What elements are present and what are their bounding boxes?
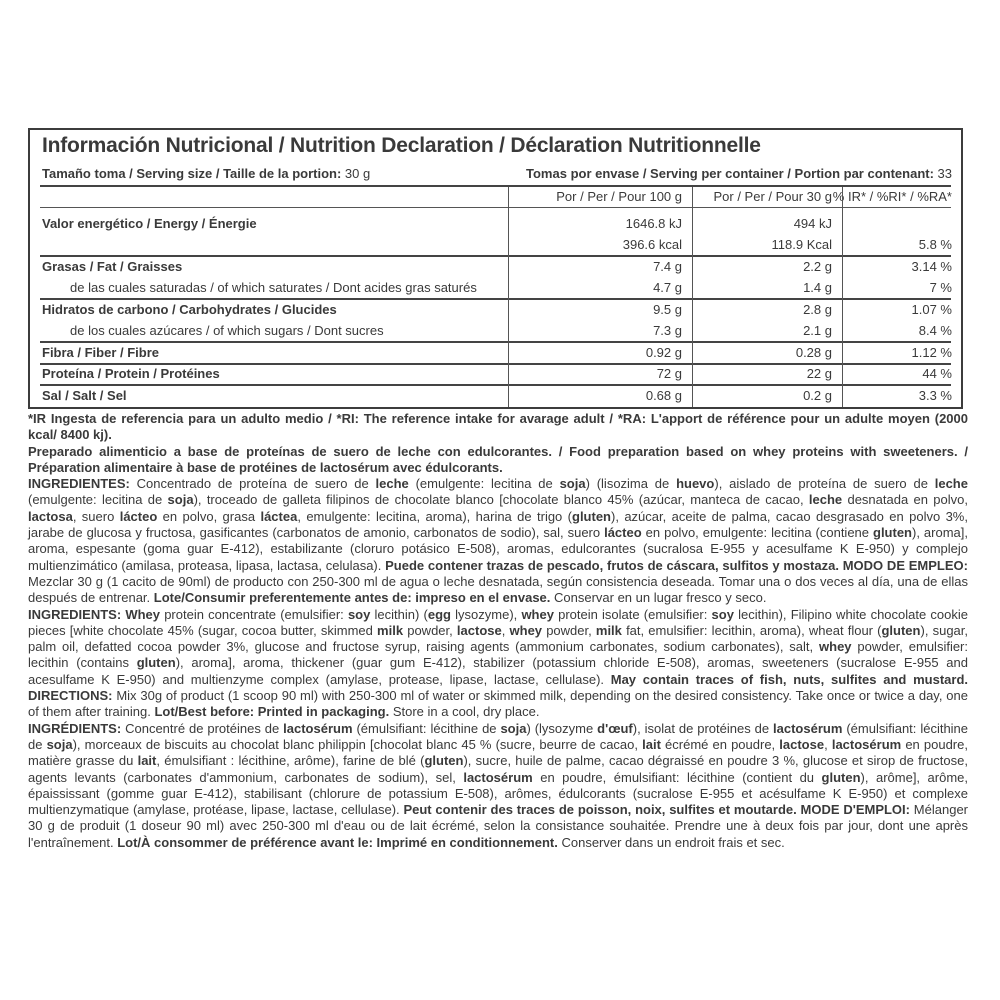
column-divider: [692, 187, 693, 407]
bold-text-run: lactosérum: [773, 720, 843, 736]
text-run: , suero: [72, 508, 120, 524]
nutrition-title: Información Nutricional / Nutrition Declaration / Déclaration Nutritionnelle: [42, 134, 761, 157]
col-header-100g: Por / Per / Pour 100 g: [556, 189, 682, 204]
label-text-block: [28, 411, 968, 851]
ingredients-es: [28, 476, 968, 606]
bold-text-run: lactosérum: [831, 736, 902, 752]
text-run: protein isolate (emulsifier:: [553, 606, 712, 622]
bold-text-run: soja: [167, 492, 194, 508]
divider: [40, 363, 951, 365]
servings-per-container: Tomas por envase / Serving per container / Portion par contenant: 33: [526, 166, 952, 181]
text-run: ), isolat de protéines de: [632, 720, 774, 736]
text-run: en polvo, grasa: [157, 508, 261, 524]
text-run: ), morceaux de biscuits au chocolat blanc philippin [chocolat blanc 45 % (sucre, beurre de cacao,: [72, 736, 643, 752]
value-100g: 0.68 g: [645, 388, 682, 403]
bold-text-run: gluten: [873, 525, 912, 541]
value-ri: 7 %: [929, 280, 952, 295]
energy-kcal-ri: 5.8 %: [918, 237, 952, 252]
text-run: desnatada en polvo,: [842, 492, 968, 508]
text-run: ), aroma], aroma, espesante (goma guar E-412), estabilizante (cloruro potásico E-508), aromas, edulcorantes (sucralosa E-955 y acesulfame K E-950) y complejo multienzimático (amilasa, proteasa, lipasa, lactasa, celulasa).: [28, 525, 968, 573]
reference-intake-note: *IR Ingesta de referencia para un adulto medio / *RI: The reference intake for avarage adult / *RA: L'apport de référence pour un adulte moyen (2000 kcal/ 8400 kj).: [28, 411, 968, 443]
value-30g: 2.2 g: [803, 259, 832, 274]
divider: [40, 207, 951, 208]
value-30g: 1.4 g: [803, 280, 832, 295]
nutrient-label: Grasas / Fat / Graisses: [42, 259, 183, 274]
bold-text-run: lácteo: [119, 508, 158, 524]
bold-text-run: INGREDIENTS: Whey: [28, 606, 161, 622]
bold-text-run: soja: [559, 476, 586, 492]
bold-text-run: d'œuf: [597, 720, 633, 736]
text-run: en poudre, émulsifiant: lécithine (contient du: [532, 769, 822, 785]
bold-text-run: Lot/Best before: Printed in packaging.: [154, 704, 390, 720]
value-100g: 7.3 g: [653, 323, 682, 338]
bold-text-run: Lote/Consumir preferentemente antes de: impreso en el envase.: [153, 590, 551, 606]
text-run: écrémé en poudre,: [660, 736, 780, 752]
text-run: ), sugar, palm oil, defatted cocoa powder 3%, glucose and fructose syrup, raising agents (ammonium carbonates, sodium carbonates), salt,: [28, 622, 968, 655]
nutrition-table: [28, 128, 963, 409]
ingredients-fr: [28, 721, 968, 851]
column-divider: [508, 187, 509, 407]
text-run: (émulsifiant: lécithine de: [352, 720, 501, 736]
bold-text-run: whey: [819, 639, 852, 655]
bold-text-run: lactosérum: [463, 769, 533, 785]
energy-kj-30g: 494 kJ: [793, 216, 832, 231]
text-run: lysozyme),: [450, 606, 522, 622]
value-100g: 4.7 g: [653, 280, 682, 295]
bold-text-run: leche: [375, 476, 409, 492]
value-ri: 3.14 %: [911, 259, 952, 274]
text-run: Store in a cool, dry place.: [389, 704, 540, 720]
nutrient-label: Sal / Salt / Sel: [42, 388, 127, 403]
bold-text-run: Peut contenir des traces de poisson, noix, sulfites et moutarde. MODE D'EMPLOI:: [403, 802, 910, 818]
bold-text-run: gluten: [572, 508, 611, 524]
text-run: Conserver dans un endroit frais et sec.: [557, 834, 785, 850]
bold-text-run: milk: [595, 622, 622, 638]
value-100g: 7.4 g: [653, 259, 682, 274]
bold-text-run: lactose: [456, 622, 502, 638]
value-30g: 2.1 g: [803, 323, 832, 338]
value-30g: 22 g: [806, 366, 832, 381]
bold-text-run: gluten: [424, 753, 464, 769]
preparation-note: Preparado alimenticio a base de proteínas de suero de leche con edulcorantes. / Food preparation based on whey proteins with sweeteners. / Préparation alimentaire à base de protéines de lactosérum avec édulcorants.: [28, 443, 968, 475]
text-run: en poudre, matière grasse du: [28, 736, 968, 769]
divider: [40, 255, 951, 257]
value-100g: 72 g: [656, 366, 682, 381]
text-run: , émulsifiant : lécithine, arôme), farine de blé (: [156, 753, 425, 769]
value-30g: 0.2 g: [803, 388, 832, 403]
column-divider: [842, 187, 843, 407]
bold-text-run: leche: [934, 476, 968, 492]
bold-text-run: soja: [46, 736, 73, 752]
text-run: ), aroma], aroma, thickener (guar gum E-412), stabilizer (potassium chloride E-508), aromas, sweeteners (sucralose E-955 and acesulfame K E-950) and multienzyme complex (amylase, protease, lipase, lactase, cellulase).: [28, 655, 968, 687]
value-100g: 9.5 g: [653, 302, 682, 317]
text-run: ) (lisozima de: [585, 476, 677, 492]
bold-text-run: soy: [347, 606, 371, 622]
bold-text-run: leche: [808, 492, 843, 508]
serving-size: Tamaño toma / Serving size / Taille de la portion: 30 g: [42, 166, 371, 181]
bold-text-run: milk: [377, 622, 404, 638]
text-run: en polvo, emulgente: lecitina (contiene: [641, 525, 873, 541]
text-run: lecithin), Filipino white chocolate cookie pieces [white chocolate 45% (sugar, cocoa butter, skimmed: [28, 606, 968, 638]
text-run: Conservar en un lugar fresco y seco.: [550, 590, 767, 606]
divider: [40, 341, 951, 343]
text-run: (emulgente: lecitina de: [28, 492, 168, 508]
bold-text-run: INGREDIENTES:: [28, 476, 130, 492]
nutrient-label: Fibra / Fiber / Fibre: [42, 345, 160, 360]
energy-kcal-100g: 396.6 kcal: [622, 237, 682, 252]
text-run: Concentré de protéines de: [121, 720, 284, 736]
text-run: powder, emulsifier: lecithin (contains: [28, 639, 969, 671]
text-run: Mélanger 30 g de produit (1 doseur 90 ml) avec 250-300 ml d'eau ou de lait écrémé, selon la consistance souhaitée. Prendre une à deux fois par jour, dont une après l'entraînement.: [28, 802, 969, 850]
col-header-30g: Por / Per / Pour 30 g: [713, 189, 832, 204]
bold-text-run: lait: [137, 753, 157, 769]
text-run: powder,: [403, 622, 457, 638]
bold-text-run: Puede contener trazas de pescado, frutos de cáscara, sulfitos y mostaza. MODO DE EMPLEO:: [385, 557, 968, 573]
text-run: ), troceado de galleta filipinos de chocolate blanco [chocolate blanco 45% (azúcar, manteca de cacao,: [193, 492, 809, 508]
text-run: Mix 30g of product (1 scoop 90 ml) with 250-300 ml of water or skimmed milk, depending on the desired consistency. Take once or twice a day, one of them after training.: [28, 688, 968, 720]
text-run: ), aislado de proteína de suero de: [714, 476, 935, 492]
bold-text-run: lactose: [779, 736, 825, 752]
bold-text-run: lactosérum: [283, 720, 353, 736]
bold-text-run: INGRÉDIENTS:: [28, 720, 122, 736]
text-run: , emulgente: lecitina, aroma), harina de trigo (: [297, 508, 572, 524]
divider: [40, 298, 951, 300]
bold-text-run: Lot/À consommer de préférence avant le: Imprimé en conditionnement.: [117, 834, 558, 850]
text-run: protein concentrate (emulsifier:: [160, 606, 348, 622]
bold-text-run: lait: [642, 736, 661, 752]
text-run: (émulsifiant: lécithine de: [28, 720, 969, 752]
value-ri: 1.12 %: [911, 345, 952, 360]
value-ri: 3.3 %: [918, 388, 952, 403]
bold-text-run: May contain traces of fish, nuts, sulfites and mustard. DIRECTIONS:: [28, 671, 968, 704]
text-run: ), sucre, huile de palme, cacao dégraissé en poudre 3 %, glucose et sirop de fructose, agents levants (carbonates d'ammonium, carbonates de sodium), sel,: [28, 753, 968, 785]
ingredients-en: [28, 607, 968, 721]
text-run: ), azúcar, aceite de palma, cacao desgrasado en polvo 3%, jarabe de glucosa y fructosa, gasificantes (carbonatos de amonio, carbonatos de sodio), sal, suero: [28, 508, 968, 541]
text-run: (emulgente: lecitina de: [408, 476, 560, 492]
text-run: fat, emulsifier: lecithin, aroma), wheat flour (: [621, 622, 882, 638]
value-ri: 8.4 %: [918, 323, 952, 338]
text-run: ,: [501, 622, 510, 638]
bold-text-run: whey: [509, 622, 543, 638]
value-30g: 0.28 g: [795, 345, 832, 360]
bold-text-run: lactosa: [28, 508, 73, 524]
bold-text-run: whey: [521, 606, 554, 622]
bold-text-run: soy: [711, 606, 734, 622]
bold-text-run: soja: [500, 720, 527, 736]
text-run: lecithin) (: [370, 606, 428, 622]
nutrient-label: Hidratos de carbono / Carbohydrates / Glucides: [42, 302, 337, 317]
bold-text-run: gluten: [821, 769, 861, 785]
value-ri: 1.07 %: [911, 302, 952, 317]
nutrient-label: de los cuales azúcares / of which sugars / Dont sucres: [70, 323, 384, 338]
serving-info: [42, 166, 952, 184]
text-run: Mezclar 30 g (1 cacito de 90ml) de producto con 250-300 ml de agua o leche desnatada, según consistencia deseada. Tomar una o dos veces al día, una de ellas después de entrenar.: [28, 573, 968, 606]
bold-text-run: gluten: [881, 622, 921, 638]
bold-text-run: huevo: [676, 476, 715, 492]
text-run: ) (lysozyme: [526, 720, 598, 736]
energy-kj-100g: 1646.8 kJ: [625, 216, 682, 231]
text-run: powder,: [542, 622, 596, 638]
text-run: Concentrado de proteína de suero de: [129, 476, 376, 492]
text-run: ), arôme], arôme, épaississant (gomme guar E-412), stabilisant (chlorure de potassium E-508), arômes, édulcorants (sucralose E-955 et acésulfame K E-950) et complexe multienzymatique (amylase, protéase, lipase, lactase, cellulase).: [28, 769, 968, 818]
value-30g: 2.8 g: [803, 302, 832, 317]
text-run: ,: [824, 736, 832, 752]
energy-kcal-30g: 118.9 Kcal: [771, 237, 832, 252]
bold-text-run: láctea: [260, 508, 298, 524]
bold-text-run: lácteo: [604, 525, 642, 541]
nutrient-label: de las cuales saturadas / of which saturates / Dont acides gras saturés: [70, 280, 477, 295]
value-ri: 44 %: [922, 366, 952, 381]
nutrient-label: Proteína / Protein / Protéines: [42, 366, 220, 381]
value-100g: 0.92 g: [645, 345, 682, 360]
divider: [40, 384, 951, 386]
energy-label: Valor energético / Energy / Énergie: [42, 216, 257, 231]
col-header-ri: % IR* / %RI* / %RA*: [832, 189, 952, 204]
bold-text-run: egg: [427, 606, 451, 622]
bold-text-run: gluten: [136, 655, 176, 671]
divider: [40, 185, 951, 187]
